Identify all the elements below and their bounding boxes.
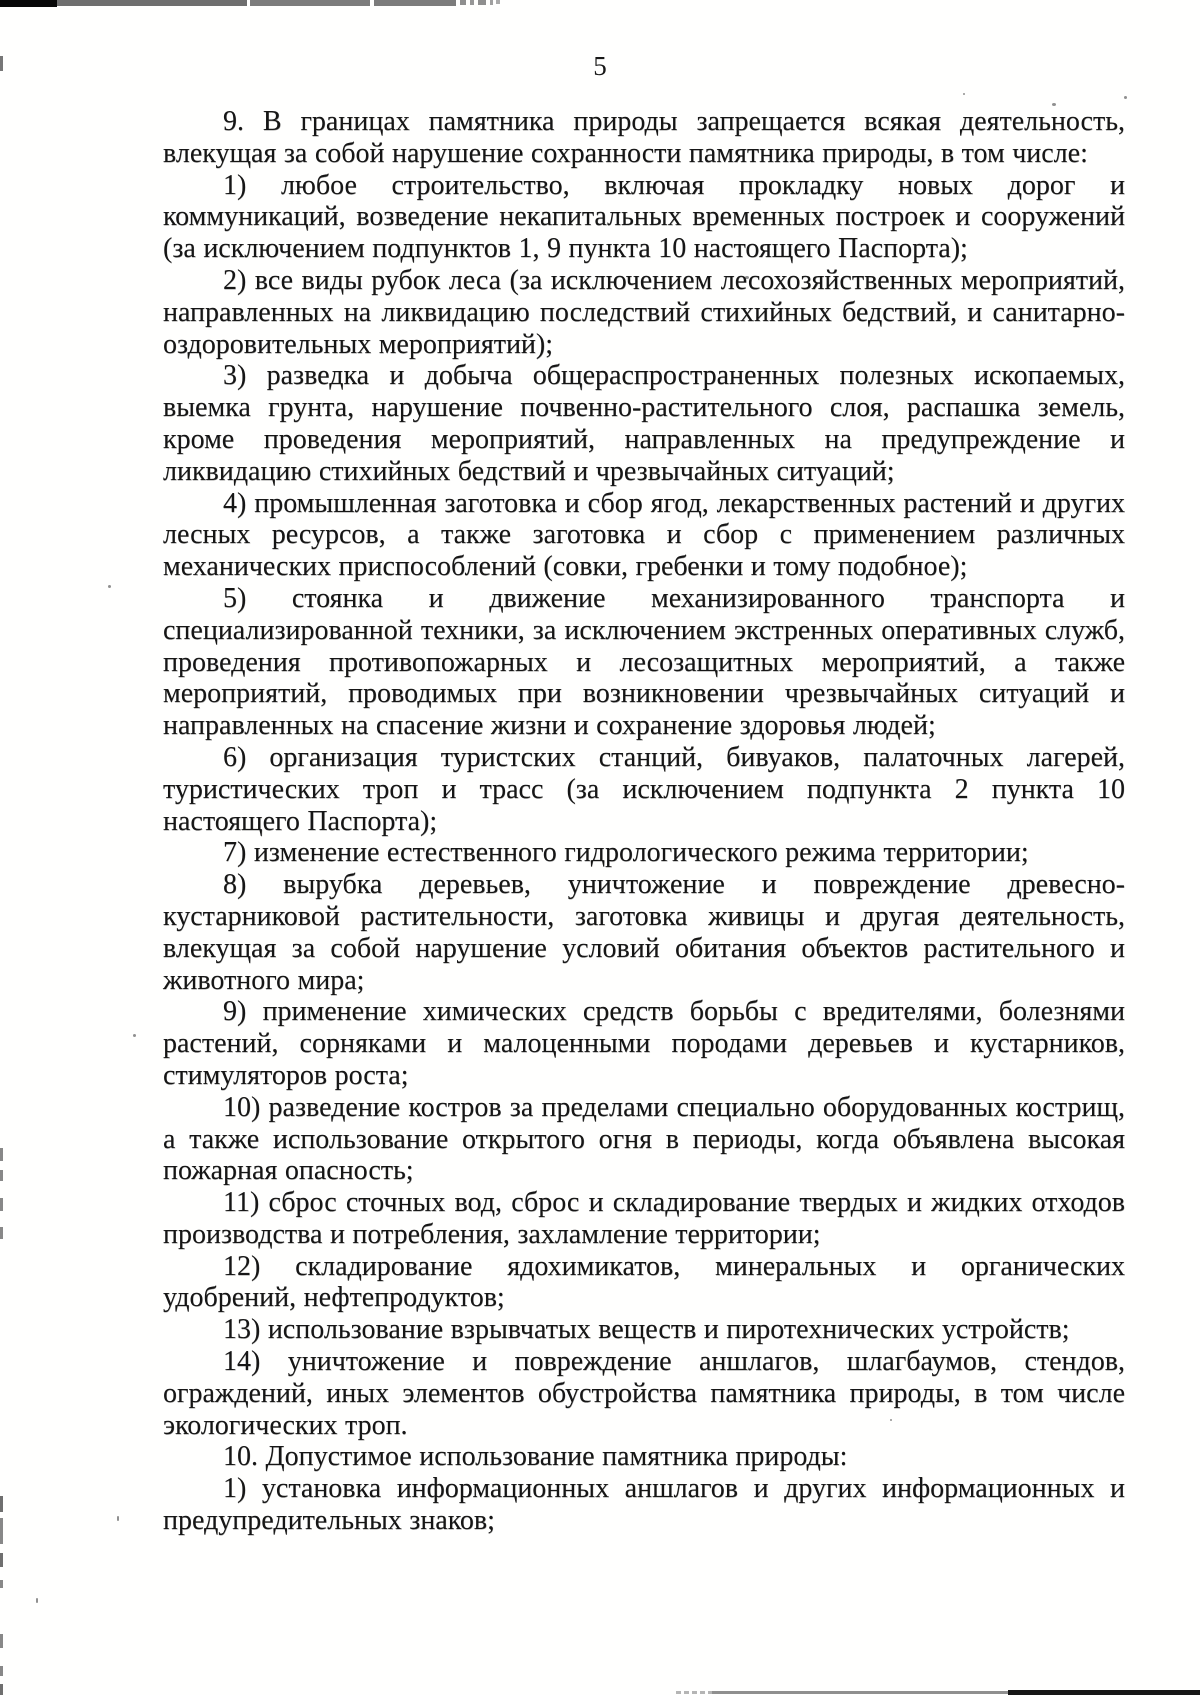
scan-speck xyxy=(1124,96,1127,99)
paragraph-9-item-8: 8) вырубка деревьев, уничтожение и повреждение древесно-кустарниковой растительности, заготовка живицы и другая деятельность, влекущая за собой нарушение условий обитания объектов растительного и животного мира; xyxy=(163,869,1125,996)
paragraph-9-item-3: 3) разведка и добыча общераспространенных полезных ископаемых, выемка грунта, нарушение почвенно-растительного слоя, распашка земель, кроме проведения мероприятий, направленных на предупреждение и ликвидацию стихийных бедствий и чрезвычайных ситуаций; xyxy=(163,360,1125,487)
scan-artifact-left-tick xyxy=(0,1496,3,1512)
paragraph-9-item-9: 9) применение химических средств борьбы с вредителями, болезнями растений, сорняками и малоценными породами деревьев и кустарников, стимуляторов роста; xyxy=(163,996,1125,1091)
scan-artifact-bottom-bar xyxy=(1008,1690,1200,1695)
paragraph-9-item-7: 7) изменение естественного гидрологического режима территории; xyxy=(223,837,1029,869)
scan-artifact-top-dash xyxy=(490,0,493,5)
paragraph-9-item-1: 1) любое строительство, включая прокладку новых дорог и коммуникаций, возведение некапитальных временных построек и сооружений (за исключением подпунктов 1, 9 пункта 10 настоящего Паспорта); xyxy=(163,169,1125,265)
paragraph-9-item-6: 6) организация туристских станций, бивуаков, палаточных лагерей, туристических троп и трасс (за исключением подпункта 2 пункта 10 настоящего Паспорта); xyxy=(163,741,1125,837)
scan-artifact-left-tick xyxy=(0,1666,3,1676)
paragraph-9-item-14: 14) уничтожение и повреждение аншлагов, шлагбаумов, стендов, ограждений, иных элементов обустройства памятника природы, в том числе экологических троп. xyxy=(163,1346,1125,1441)
paragraph-10-item-1: 1) установка информационных аншлагов и других информационных и предупредительных знаков; xyxy=(163,1473,1125,1537)
paragraph-9-item-2: 2) все виды рубок леса (за исключением лесохозяйственных мероприятий, направленных на ликвидацию последствий стихийных бедствий, и санитарно-оздоровительных мероприятий); xyxy=(163,264,1125,360)
scan-artifact-top-bar xyxy=(57,0,247,6)
paragraph-9-item-4: 4) промышленная заготовка и сбор ягод, лекарственных растений и других лесных ресурсов, а также заготовка и сбор с применением различных механических приспособлений (совки, гребенки и тому подобное); xyxy=(163,487,1125,583)
scan-speck xyxy=(133,1034,136,1037)
scan-speck xyxy=(108,585,111,588)
scan-artifact-left-tick xyxy=(0,1634,3,1648)
scan-artifact-top-dash xyxy=(478,0,486,5)
scan-artifact-top-dash xyxy=(470,0,474,5)
paragraph-9-intro: 9. В границах памятника природы запрещается всякая деятельность, влекущая за собой нарушение сохранности памятника природы, в том числе: xyxy=(163,106,1125,169)
scan-artifact-left-tick xyxy=(0,1684,3,1695)
paragraph-9-item-12: 12) складирование ядохимикатов, минеральных и органических удобрений, нефтепродуктов; xyxy=(163,1250,1125,1314)
scan-artifact-top-dash xyxy=(460,0,466,5)
scan-artifact-bottom-bar xyxy=(712,1691,1008,1694)
scan-artifact-left-tick xyxy=(0,1198,3,1211)
scan-artifact-left-tick xyxy=(0,1227,3,1239)
scan-artifact-top-dash xyxy=(496,0,500,4)
scan-artifact-left-tick xyxy=(0,1553,3,1567)
scan-artifact-top-bar xyxy=(250,0,370,6)
scan-artifact-left-tick xyxy=(0,1148,3,1161)
scan-artifact-left-tick xyxy=(0,1170,3,1181)
page-number: 5 xyxy=(593,51,607,81)
scan-artifact-top-bar xyxy=(0,0,57,7)
scan-artifact-top-bar xyxy=(374,0,456,6)
scan-speck xyxy=(117,1516,119,1521)
scan-speck xyxy=(963,93,965,95)
paragraph-9-item-5: 5) стоянка и движение механизированного транспорта и специализированной техники, за исключением экстренных оперативных служб, проведения противопожарных и лесозащитных мероприятий, а также мероприятий, проводимых при возникновении чрезвычайных ситуаций и направленных на спасение жизни и сохранение здоровья людей; xyxy=(163,582,1125,742)
scan-artifact-left-tick xyxy=(0,1580,3,1588)
scan-speck xyxy=(36,1598,38,1603)
document-body xyxy=(163,106,1125,1537)
paragraph-9-item-13: 13) использование взрывчатых веществ и пиротехнических устройств; xyxy=(223,1314,1070,1346)
paragraph-9-item-10: 10) разведение костров за пределами специально оборудованных кострищ, а также использование открытого огня в периоды, когда объявлена высокая пожарная опасность; xyxy=(163,1091,1125,1187)
paragraph-10-intro: 10. Допустимое использование памятника природы: xyxy=(223,1441,848,1473)
paragraph-9-item-11: 11) сброс сточных вод, сброс и складирование твердых и жидких отходов производства и потребления, захламление территории; xyxy=(163,1187,1125,1250)
scan-artifact-left-tick xyxy=(0,1518,3,1544)
scan-artifact-bottom-bar xyxy=(676,1691,712,1694)
